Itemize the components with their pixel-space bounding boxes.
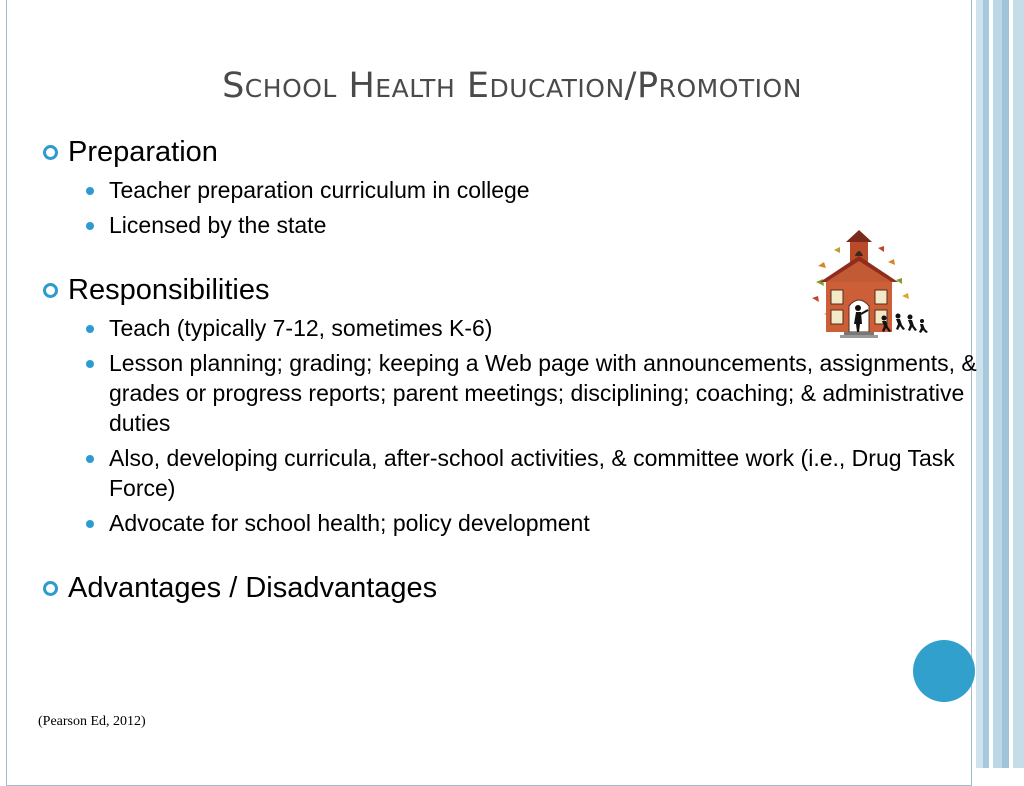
bullet-dot-icon <box>86 187 94 195</box>
bullet-ring-icon <box>43 283 58 298</box>
decorative-circle <box>913 640 975 702</box>
bullet-dot-icon <box>86 360 94 368</box>
bullet-ring-icon <box>43 581 58 596</box>
section-heading-advantages <box>40 570 980 606</box>
list-item-text: Licensed by the state <box>109 212 327 238</box>
list-item-text: Also, developing curricula, after-school activities, & committee work (i.e., Drug Task Force) <box>109 445 955 501</box>
bullet-dot-icon <box>86 520 94 528</box>
list-item-text: Advocate for school health; policy development <box>109 510 590 536</box>
citation-text: (Pearson Ed, 2012) <box>38 714 146 729</box>
decorative-side-stripes <box>976 0 1024 768</box>
section-heading-text: Advantages / Disadvantages <box>68 572 438 604</box>
schoolhouse-clipart <box>806 226 934 344</box>
list-item-text: Lesson planning; grading; keeping a Web page with announcements, assignments, & grades or progress reports; parent meetings; disciplining; coaching; & administrative duties <box>109 350 977 436</box>
list-item <box>40 175 980 205</box>
bullet-dot-icon <box>86 325 94 333</box>
bullet-dot-icon <box>86 455 94 463</box>
list-item <box>40 508 980 538</box>
list-item <box>40 348 980 438</box>
list-item <box>40 443 980 503</box>
list-item-text: Teacher preparation curriculum in college <box>109 177 530 203</box>
slide-title: School Health Education/Promotion <box>222 66 802 106</box>
slide-content <box>40 134 980 606</box>
list-item-text: Teach (typically 7-12, sometimes K-6) <box>109 315 493 341</box>
section-heading-text: Responsibilities <box>68 274 270 306</box>
bullet-dot-icon <box>86 222 94 230</box>
section-heading-text: Preparation <box>68 136 218 168</box>
bullet-ring-icon <box>43 145 58 160</box>
section-heading-preparation <box>40 134 980 170</box>
